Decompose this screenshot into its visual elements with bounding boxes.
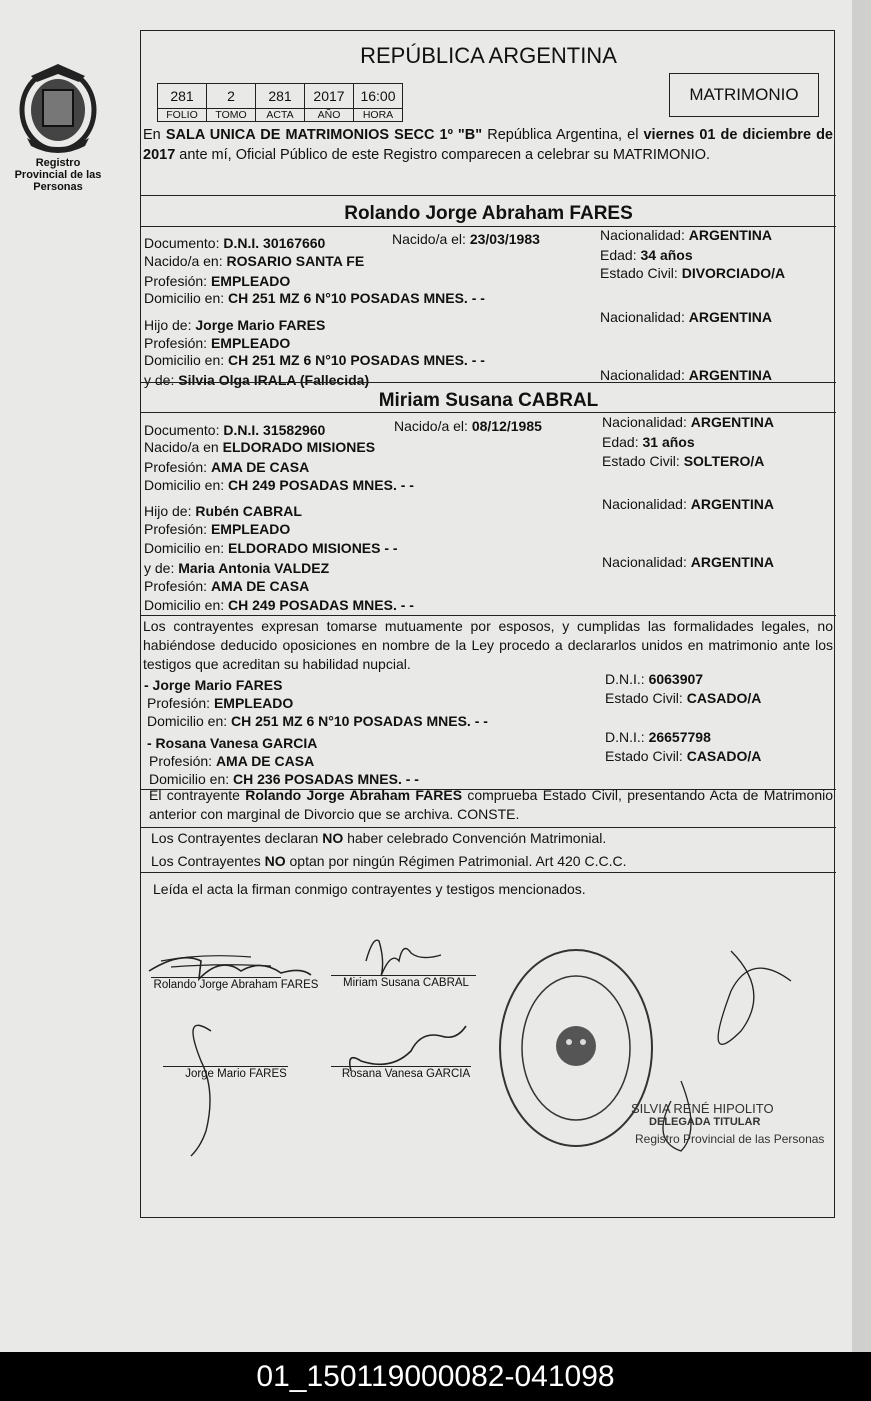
signature-line-bride [331,975,476,976]
civil-status-note: El contrayente Rolando Jorge Abraham FARES comprueba Estado Civil, presentando Acta de Matrimonio anterior con marginal de Divorcio que se archiva. CONSTE. [149,787,833,822]
bride-father-profesion: Profesión: EMPLEADO [144,521,291,537]
closing-note: Leída el acta la firman conmigo contrayentes y testigos mencionados. [153,881,586,897]
divider [141,615,836,616]
bride-mother: y de: Maria Antonia VALDEZ [144,560,330,576]
groom-profesion: Profesión: EMPLEADO [144,273,291,289]
declaration-paragraph: Los contrayentes expresan tomarse mutuamente por esposos, y cumplidas las formalidades legales, no habiéndose deducido oposiciones en nombre de la Ley procedo a declararlos unidos en matrimonio ante los testigos que acreditan su habilidad nupcial. [143,618,833,672]
document-code-footer: 01_150119000082-041098 [0,1352,871,1401]
folio-value: 281 [158,84,207,109]
official-seal [496,946,656,1151]
witness1-estado-civil: Estado Civil: CASADO/A [605,690,762,706]
signature-label-bride: Miriam Susana CABRAL [343,977,469,989]
groom-father-profesion: Profesión: EMPLEADO [144,335,291,351]
groom-domicilio: Domicilio en: CH 251 MZ 6 N°10 POSADAS MNES. - - [144,290,485,306]
coat-of-arms-icon [13,60,103,155]
bride-documento: Documento: D.N.I. 31582960 [144,422,326,438]
acta-value: 281 [256,84,305,109]
groom-documento: Documento: D.N.I. 30167660 [144,235,326,251]
groom-estado-civil: Estado Civil: DIVORCIADO/A [600,265,786,281]
acta-label: ACTA [256,109,305,122]
groom-birthplace: Nacido/a en: ROSARIO SANTA FE [144,253,365,269]
groom-mother: y de: Silvia Olga IRALA (Fallecida) [144,372,370,388]
witness2-profesion: Profesión: AMA DE CASA [149,753,315,769]
groom-edad: Edad: 34 años [600,247,693,263]
bride-mother-nacionalidad: Nacionalidad: ARGENTINA [602,554,774,570]
tomo-value: 2 [207,84,256,109]
year-value: 2017 [305,84,354,109]
witness2-estado-civil: Estado Civil: CASADO/A [605,748,762,764]
witness1-domicilio: Domicilio en: CH 251 MZ 6 N°10 POSADAS MNES. - - [147,713,488,729]
bride-father-domicilio: Domicilio en: ELDORADO MISIONES - - [144,540,398,556]
intro-paragraph: En SALA UNICA DE MATRIMONIOS SECC 1º "B" República Argentina, el viernes 01 de diciembre de 2017 ante mí, Oficial Público de este Registro comparecen a celebrar su MATRIMONIO. [143,127,833,163]
official-office: Registro Provincial de las Personas [635,1132,825,1146]
groom-nacionalidad: Nacionalidad: ARGENTINA [600,227,772,243]
bride-birthplace: Nacido/a en ELDORADO MISIONES [144,439,376,455]
groom-birthdate: Nacido/a el: 23/03/1983 [392,231,540,247]
act-type-box: MATRIMONIO [669,73,819,117]
official-name: SILVIA RENÉ HIPOLITO [631,1101,774,1116]
signature-line-witness2 [331,1066,471,1067]
bride-father: Hijo de: Rubén CABRAL [144,503,302,519]
folio-label: FOLIO [158,109,207,122]
bride-mother-domicilio: Domicilio en: CH 249 POSADAS MNES. - - [144,597,414,613]
divider [141,827,836,828]
convention-note: Los Contrayentes declaran NO haber celebrado Convención Matrimonial. [151,830,607,846]
witness1-dni: D.N.I.: 6063907 [605,671,704,687]
signature-line-groom [151,977,281,978]
bride-domicilio: Domicilio en: CH 249 POSADAS MNES. - - [144,477,414,493]
groom-father: Hijo de: Jorge Mario FARES [144,317,326,333]
witness2-name: - Rosana Vanesa GARCIA [147,735,318,751]
signature-label-witness1: Jorge Mario FARES [185,1068,287,1080]
divider [141,872,836,873]
hour-value: 16:00 [354,84,403,109]
official-role: DELEGADA TITULAR [649,1116,761,1128]
groom-name: Rolando Jorge Abraham FARES [344,203,633,224]
bride-estado-civil: Estado Civil: SOLTERO/A [602,453,765,469]
page-edge [852,0,871,1352]
witness1-profesion: Profesión: EMPLEADO [147,695,294,711]
witness2-dni: D.N.I.: 26657798 [605,729,711,745]
groom-father-domicilio: Domicilio en: CH 251 MZ 6 N°10 POSADAS MNES. - - [144,352,485,368]
bride-nacionalidad: Nacionalidad: ARGENTINA [602,414,774,430]
year-label: AÑO [305,109,354,122]
signature-label-groom: Rolando Jorge Abraham FARES [153,979,319,991]
divider [141,412,836,413]
signature-line-witness1 [163,1066,288,1067]
regime-note: Los Contrayentes NO optan por ningún Régimen Patrimonial. Art 420 C.C.C. [151,853,627,869]
signatures-drawing [141,931,836,1191]
registry-logo [8,60,108,193]
logo-caption: Registro Provincial de las Personas [14,157,102,193]
document-title: REPÚBLICA ARGENTINA [360,43,617,68]
tomo-label: TOMO [207,109,256,122]
signature-label-witness2: Rosana Vanesa GARCIA [341,1068,471,1080]
groom-father-nacionalidad: Nacionalidad: ARGENTINA [600,309,772,325]
divider [141,382,836,383]
divider [141,195,836,196]
marriage-certificate [140,30,835,1218]
bride-edad: Edad: 31 años [602,434,695,450]
witness1-name: - Jorge Mario FARES [144,677,283,693]
bride-mother-profesion: Profesión: AMA DE CASA [144,578,310,594]
bride-birthdate: Nacido/a el: 08/12/1985 [394,418,542,434]
bride-profesion: Profesión: AMA DE CASA [144,459,310,475]
hour-label: HORA [354,109,403,122]
bride-name: Miriam Susana CABRAL [378,390,599,411]
bride-father-nacionalidad: Nacionalidad: ARGENTINA [602,496,774,512]
groom-mother-nacionalidad: Nacionalidad: ARGENTINA [600,367,772,383]
witness2-domicilio: Domicilio en: CH 236 POSADAS MNES. - - [149,771,419,787]
registry-table [157,83,403,122]
